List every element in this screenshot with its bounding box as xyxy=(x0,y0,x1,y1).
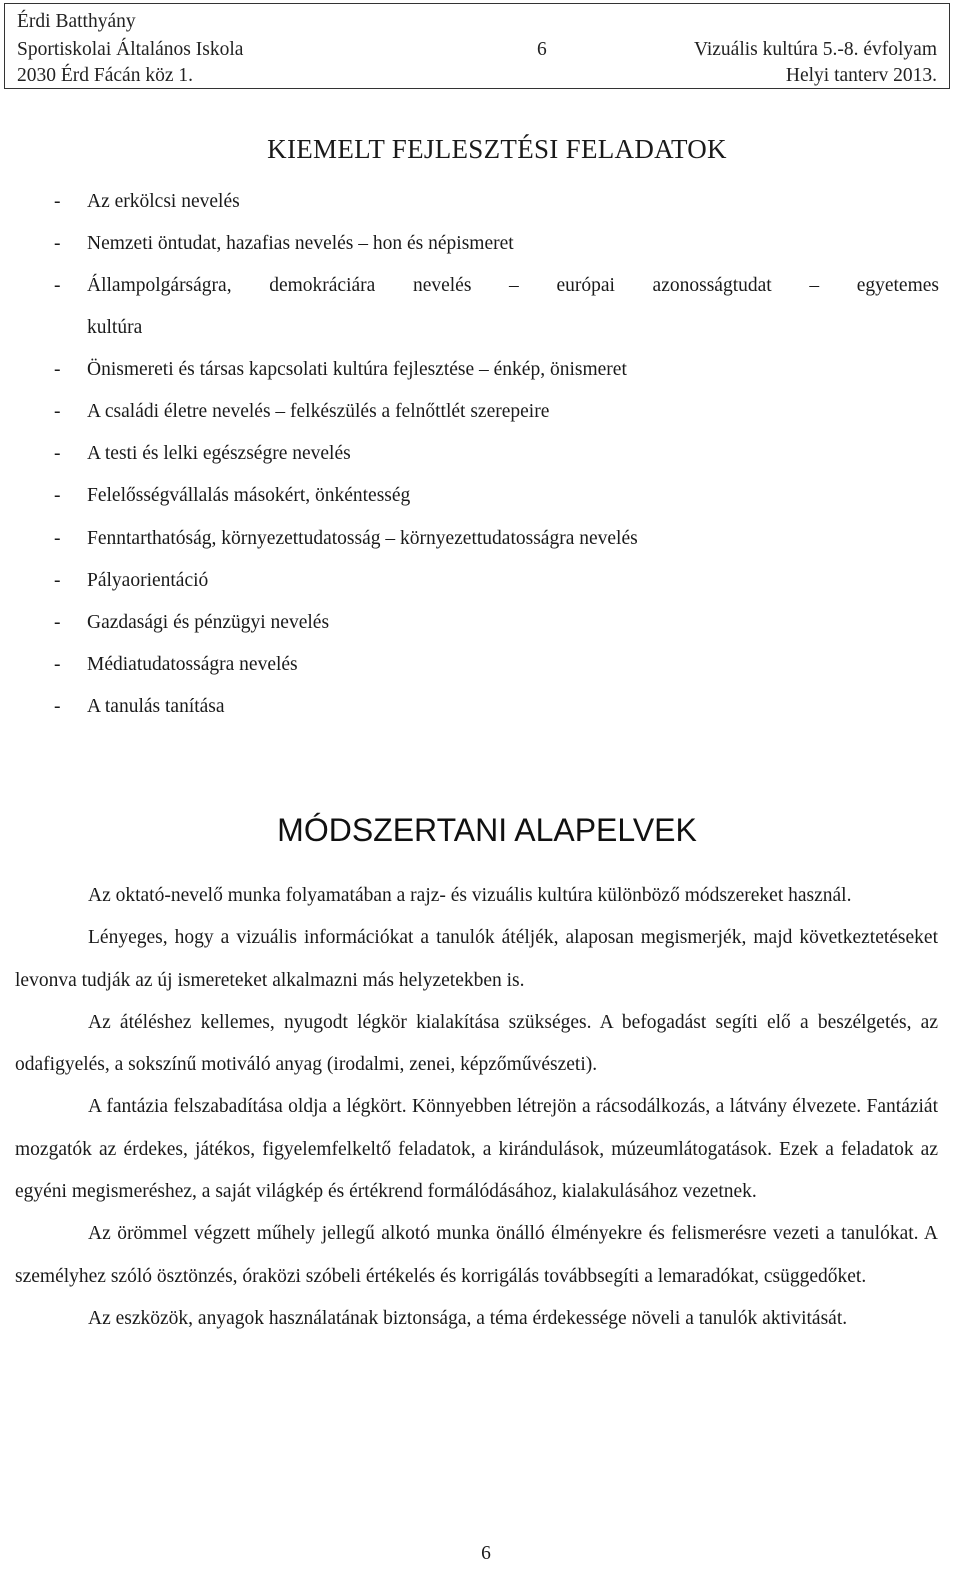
list-dash: - xyxy=(54,191,61,212)
section-title-methodology: MÓDSZERTANI ALAPELVEK xyxy=(277,812,697,848)
paragraph: Az átéléshez kellemes, nyugodt légkör kialakítása szükséges. A befogadást segíti elő a beszélgetés, az odafigyelés, a sokszínű motiváló anyag (irodalmi, zenei, képzőművészeti). xyxy=(15,1011,938,1076)
list-item: - Pályaorientáció xyxy=(14,560,939,602)
list-item: - Állampolgárságra, demokráciára nevelés – európai azonosságtudat – egyetemes xyxy=(14,265,939,307)
list-item: - Önismereti és társas kapcsolati kultúra fejlesztése – énkép, önismeret xyxy=(14,349,939,391)
school-address: 2030 Érd Fácán köz 1. xyxy=(17,65,193,86)
paragraph: Az oktató-nevelő munka folyamatában a rajz- és vizuális kultúra különböző módszereket használ. xyxy=(88,885,852,906)
list-item: - A tanulás tanítása xyxy=(14,686,939,728)
list-item: - A családi életre nevelés – felkészülés a felnőttlét szerepeire xyxy=(14,391,939,433)
subject-grade: Vizuális kultúra 5.-8. évfolyam xyxy=(693,39,937,60)
list-dash: - xyxy=(54,485,61,507)
list-item: - Médiatudatosságra nevelés xyxy=(14,644,939,686)
paragraph: Az örömmel végzett műhely jellegű alkotó munka önálló élményekre és felismerésre vezeti a tanulókat. A személyhez szóló ösztönzés, óraközi szóbeli értékelés és korrigálás továbbsegíti a lemaradókat, csüggedőket. xyxy=(15,1223,938,1287)
list-item: - Gazdasági és pénzügyi nevelés xyxy=(14,602,939,644)
list-dash: - xyxy=(54,527,61,549)
page-header xyxy=(4,3,950,89)
list-dash: - xyxy=(54,358,61,380)
list-item: - Fenntarthatóság, környezettudatosság – környezettudatosságra nevelés xyxy=(14,518,939,560)
section-title-development-tasks: KIEMELT FEJLESZTÉSI FELADATOK xyxy=(267,134,727,164)
footer-page-number: 6 xyxy=(481,1543,491,1564)
paragraph: Lényeges, hogy a vizuális információkat a tanulók átéljék, alaposan megismerjék, majd következtetéseket levonva tudják az új ismereteket alkalmazni más helyzetekben is. xyxy=(15,927,938,991)
development-tasks-list xyxy=(14,181,939,729)
list-dash: - xyxy=(54,233,61,255)
list-item: - Nemzeti öntudat, hazafias nevelés – hon és népismeret xyxy=(14,223,939,265)
methodology-body xyxy=(15,875,938,1340)
list-dash: - xyxy=(54,612,61,634)
list-dash: - xyxy=(54,275,61,297)
list-item: - A testi és lelki egészségre nevelés xyxy=(14,433,939,475)
list-dash: - xyxy=(54,654,61,676)
curriculum-year: Helyi tanterv 2013. xyxy=(785,65,937,86)
paragraph: A fantázia felszabadítása oldja a légkört. Könnyebben létrejön a rácsodálkozás, a látvány élvezete. Fantáziát mozgatók az érdekes, játékos, figyelemfelkeltő feladatok, a kirándulások, múzeumlátogatások. Ezek a feladatok az egyéni megismeréshez, a saját világkép és értékrend formálódásához, kialakulásához vezetnek. xyxy=(15,1096,938,1203)
school-name-line2: Sportiskolai Általános Iskola xyxy=(17,39,244,60)
header-page-number: 6 xyxy=(537,39,547,60)
list-item-continuation: kultúra xyxy=(87,316,143,338)
list-dash: - xyxy=(54,401,61,423)
list-dash: - xyxy=(54,569,61,591)
list-dash: - xyxy=(54,443,61,465)
list-dash: - xyxy=(54,696,61,718)
list-item: - Felelősségvállalás másokért, önkéntesség xyxy=(14,475,939,517)
paragraph: Az eszközök, anyagok használatának biztonsága, a téma érdekessége növeli a tanulók aktivitását. xyxy=(88,1307,848,1329)
school-name-line1: Érdi Batthyány xyxy=(17,11,136,32)
list-item: - Az erkölcsi nevelés xyxy=(14,181,939,223)
